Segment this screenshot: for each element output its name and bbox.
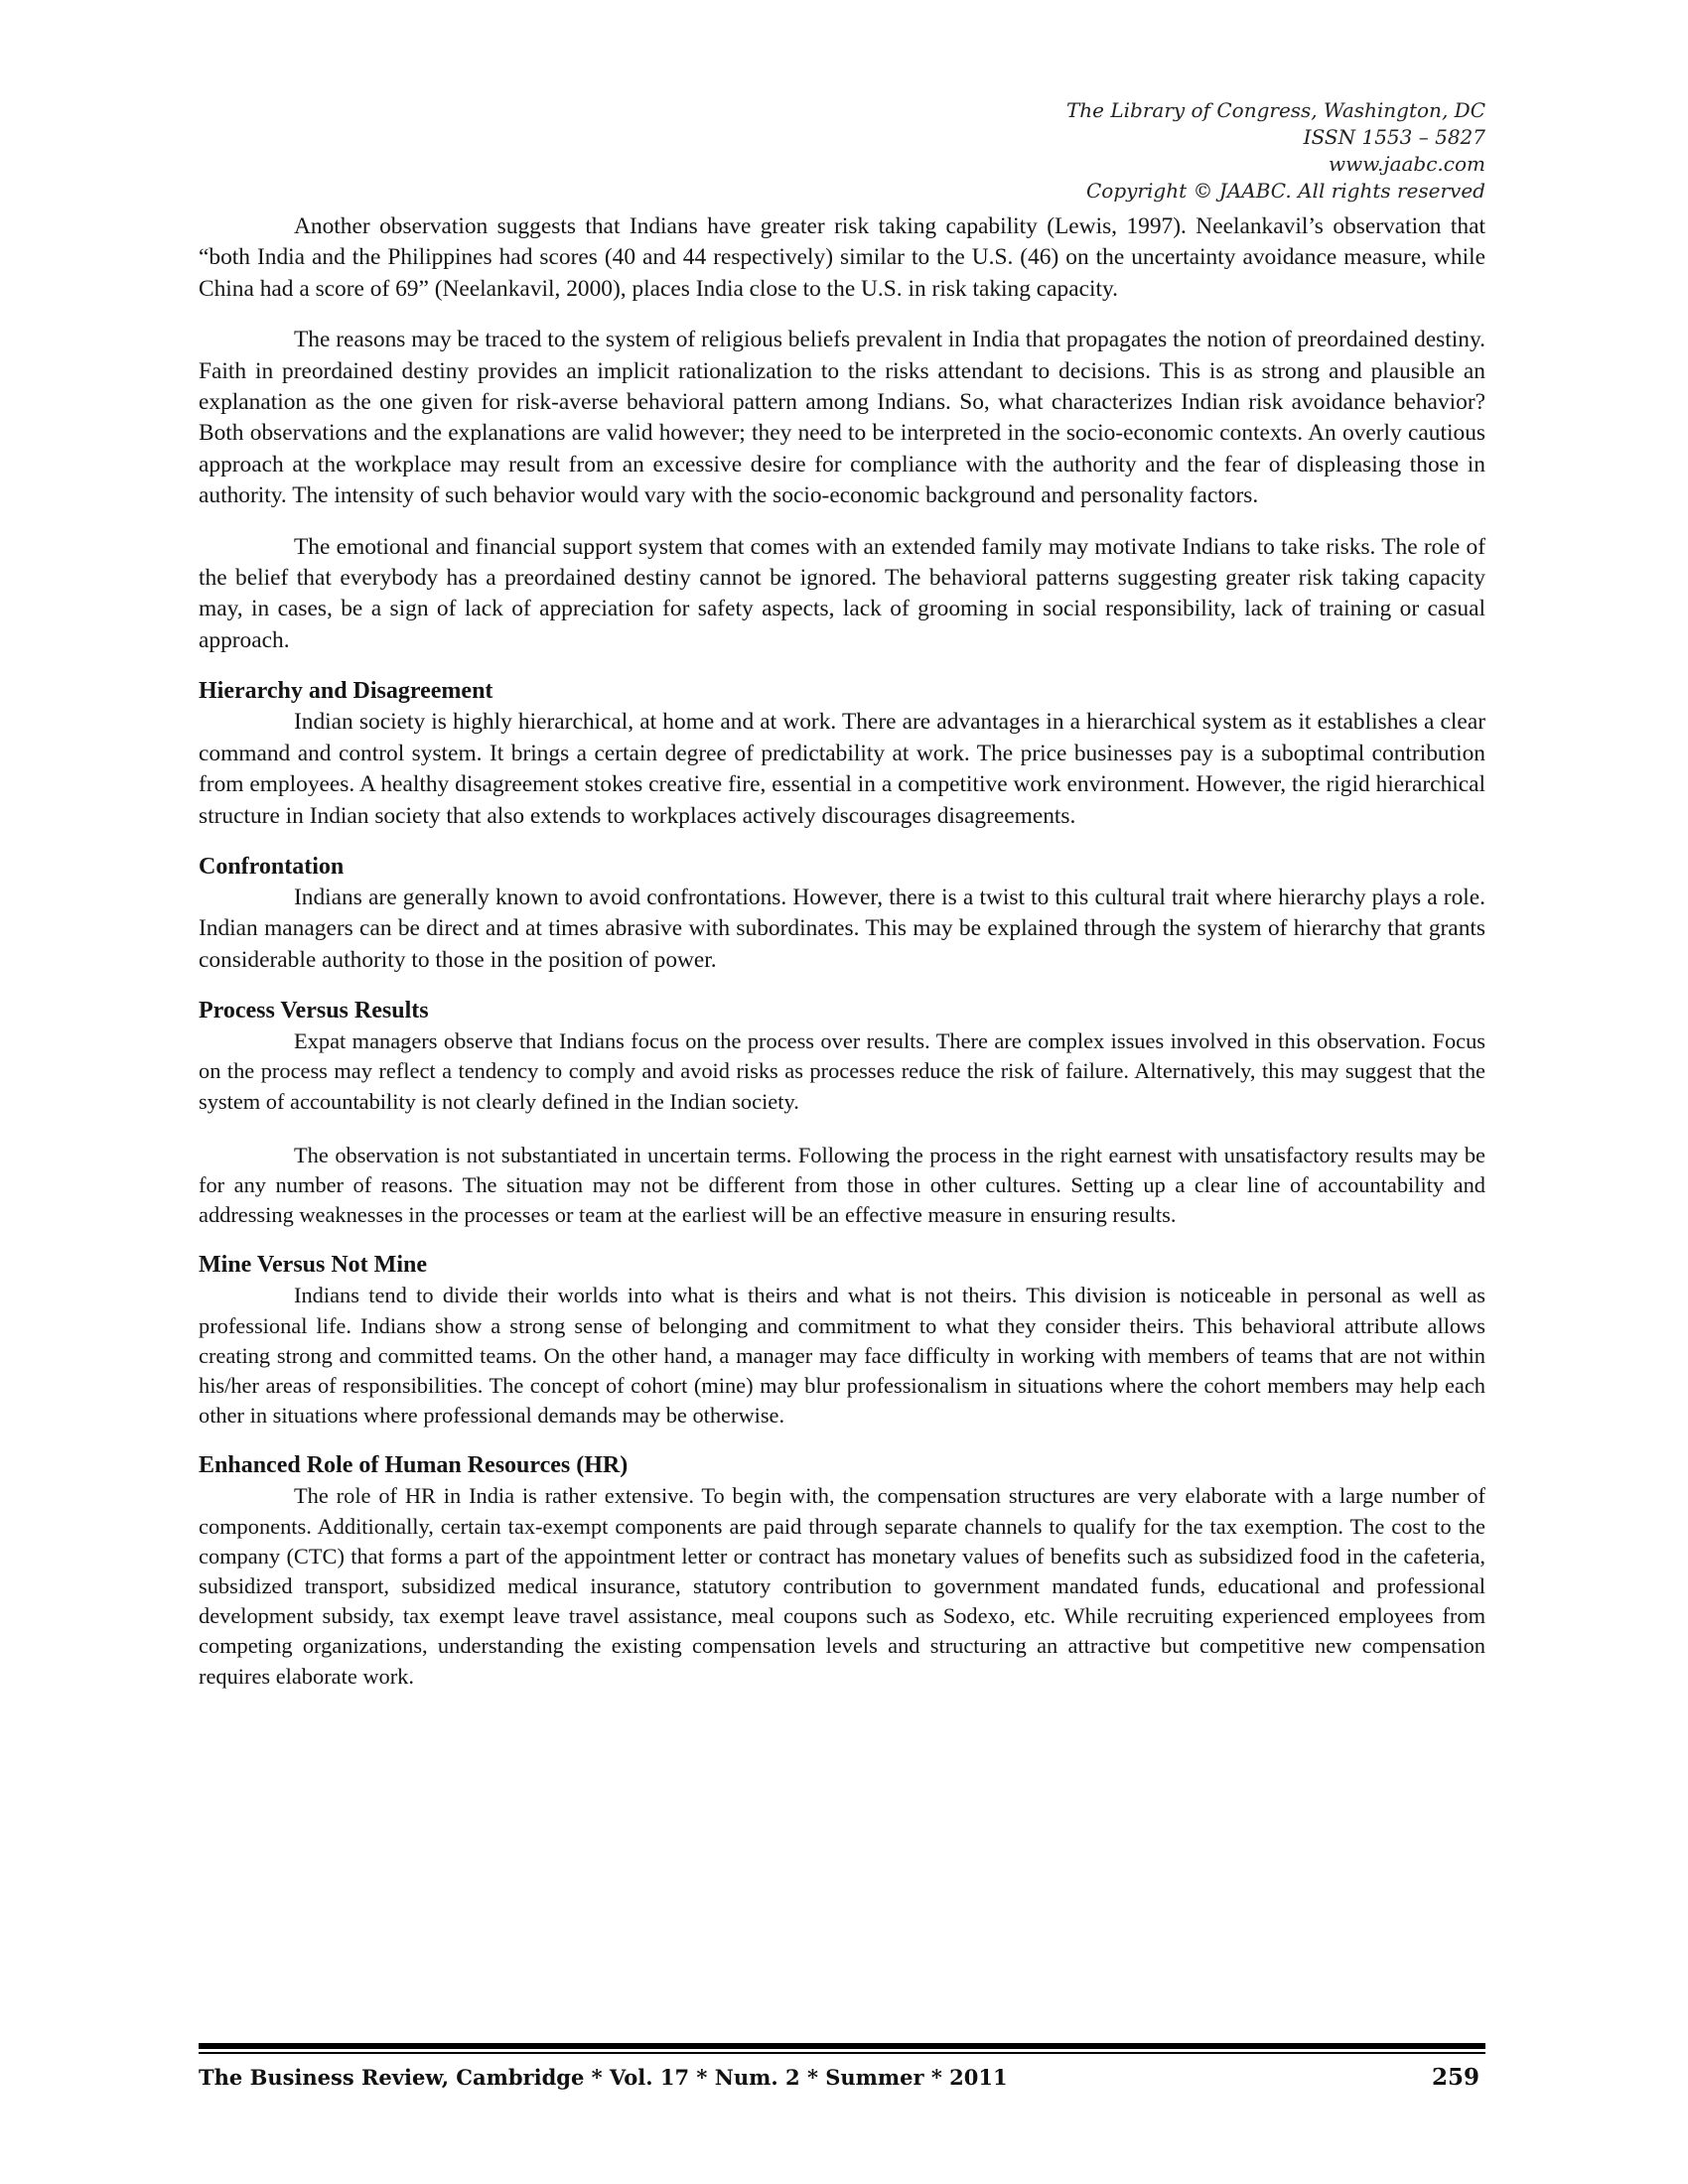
section-heading-hierarchy: Hierarchy and Disagreement: [199, 678, 493, 705]
header-publisher: The Library of Congress, Washington, DC: [1065, 98, 1485, 122]
section-heading-confrontation: Confrontation: [199, 853, 345, 880]
paragraph-religious-beliefs: The reasons may be traced to the system of religious beliefs prevalent in India that propagates the notion of preordained destiny. Faith in preordained destiny provides an implicit rationalization to the risks attendant to decisions. This is as strong and plausible an explanation as the one given for risk-averse behavioral pattern among Indians. So, what characterizes Indian risk avoidance behavior? Both observations and the explanations are valid however; they need to be interpreted in the socio-economic contexts. An overly cautious approach at the workplace may result from an excessive desire for compliance with the authority and the fear of displeasing those in authority. The intensity of such behavior would vary with the socio-economic background and personality factors.: [199, 327, 1485, 509]
section-heading-process-results: Process Versus Results: [199, 998, 429, 1024]
page-number: 259: [1431, 2064, 1479, 2091]
paragraph-confrontation: Indians are generally known to avoid confrontations. However, there is a twist to this cultural trait where hierarchy plays a role. Indian managers can be direct and at times abrasive with subordinates. This may be explained through the system of hierarchy that grants considerable authority to those in the position of power.: [199, 884, 1485, 973]
paragraph-risk-observation: Another observation suggests that Indians have greater risk taking capability (Lewis, 1997). Neelankavil’s observation that “both India and the Philippines had scores (40 and 44 respectively) similar to the U.S. (46) on the uncertainty avoidance measure, while China had a score of 69” (Neelankavil, 2000), places India close to the U.S. in risk taking capacity.: [199, 213, 1485, 302]
header-copyright: Copyright © JAABC. All rights reserved: [1085, 179, 1485, 203]
paragraph-hierarchy: Indian society is highly hierarchical, at home and at work. There are advantages in a hierarchical system as it establishes a clear command and control system. It brings a certain degree of predictability at work. The price businesses pay is a suboptimal contribution from employees. A healthy disagreement stokes creative fire, essential in a competitive work environment. However, the rigid hierarchical structure in Indian society that also extends to workplaces actively discourages disagreements.: [199, 709, 1485, 829]
paragraph-family-support: The emotional and financial support system that comes with an extended family may motivate Indians to take risks. The role of the belief that everybody has a preordained destiny cannot be ignored. The behavioral patterns suggesting greater risk taking capacity may, in cases, be a sign of lack of appreciation for safety aspects, lack of grooming in social responsibility, lack of training or casual approach.: [199, 533, 1485, 653]
paragraph-process-2: The observation is not substantiated in uncertain terms. Following the process in the right earnest with unsatisfactory results may be for any number of reasons. The situation may not be different from those in other cultures. Setting up a clear line of accountability and addressing weaknesses in the processes or team at the earliest will be an effective measure in ensuring results.: [199, 1142, 1485, 1228]
paragraph-mine-not-mine: Indians tend to divide their worlds into what is theirs and what is not theirs. This division is noticeable in personal as well as professional life. Indians show a strong sense of belonging and commitment to what they consider theirs. This behavioral attribute allows creating strong and committed teams. On the other hand, a manager may face difficulty in working with members of teams that are not within his/her areas of responsibilities. The concept of cohort (mine) may blur professionalism in situations where the cohort members may help each other in situations where professional demands may be otherwise.: [199, 1283, 1485, 1429]
footer-rule-thick: [199, 2043, 1485, 2049]
section-heading-mine-not-mine: Mine Versus Not Mine: [199, 1252, 427, 1279]
header-issn: ISSN 1553 – 5827: [1303, 125, 1485, 149]
paragraph-process-1: Expat managers observe that Indians focus on the process over results. There are complex issues involved in this observation. Focus on the process may reflect a tendency to comply and avoid risks as processes reduce the risk of failure. Alternatively, this may suggest that the system of accountability is not clearly defined in the Indian society.: [199, 1028, 1485, 1114]
section-heading-hr: Enhanced Role of Human Resources (HR): [199, 1452, 629, 1479]
footer-rule-thin: [199, 2052, 1485, 2054]
header-website: www.jaabc.com: [1329, 152, 1485, 176]
paragraph-hr: The role of HR in India is rather extensive. To begin with, the compensation structures are very elaborate with a large number of components. Additionally, certain tax-exempt components are paid through separate channels to qualify for the tax exemption. The cost to the company (CTC) that forms a part of the appointment letter or contract has monetary values of benefits such as subsidized food in the cafeteria, subsidized transport, subsidized medical insurance, statutory contribution to government mandated funds, educational and professional development subsidy, tax exempt leave travel assistance, meal coupons such as Sodexo, etc. While recruiting experienced employees from competing organizations, understanding the existing compensation levels and structuring an attractive but competitive new compensation requires elaborate work.: [199, 1483, 1485, 1689]
article-body: [199, 211, 1485, 1704]
running-header: [790, 97, 1485, 205]
running-footer: [199, 2061, 1485, 2095]
footer-journal-citation: The Business Review, Cambridge * Vol. 17 * Num. 2 * Summer * 2011: [199, 2065, 1008, 2090]
